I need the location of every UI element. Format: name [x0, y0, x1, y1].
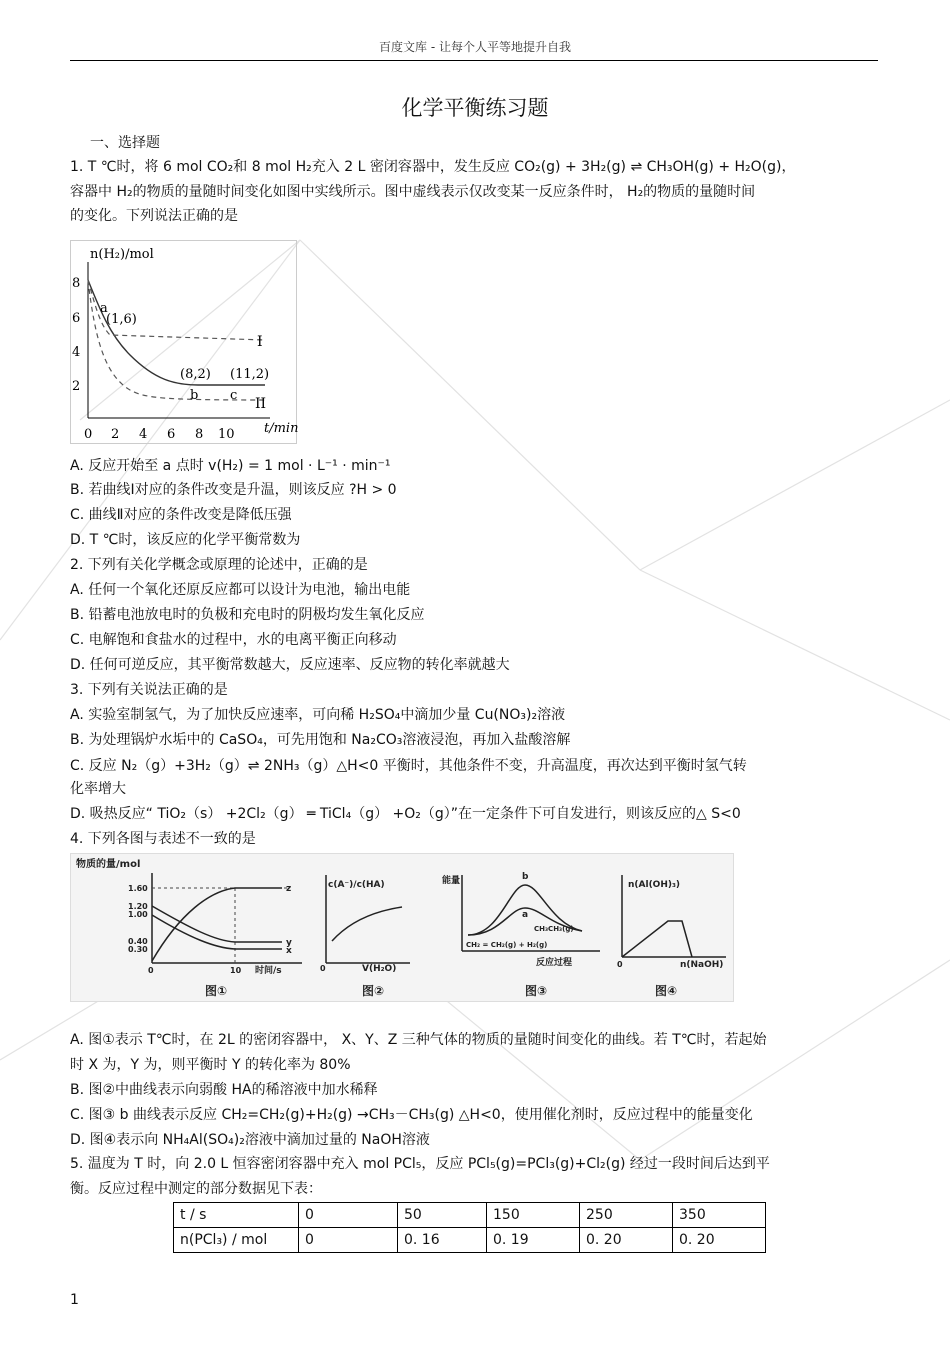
q1-point-label: (11,2)	[230, 367, 270, 382]
q1-dashed-curve-I	[88, 280, 265, 340]
q1-point-label: (8,2)	[180, 367, 211, 382]
fig3-curve-label: b	[522, 872, 529, 882]
q2-stem: 2. 下列有关化学概念或原理的论述中，正确的是	[70, 557, 368, 573]
q4-option-b: B. 图②中曲线表示向弱酸 HA的稀溶液中加水稀释	[70, 1082, 378, 1098]
fig4-ylabel: n(Al(OH)₃)	[628, 880, 681, 890]
q4-figures-frame	[71, 854, 734, 1002]
q1-xlabel: t/min	[264, 421, 298, 436]
fig2-caption: 图②	[362, 984, 385, 998]
fig1-series-label: z	[286, 884, 292, 894]
fig2-origin: 0	[320, 964, 326, 973]
q1-stem-line2: 容器中 H₂的物质的量随时间变化如图中实线所示。图中虚线表示仅改变某一反应条件时， H₂的物质的量随时间	[70, 184, 756, 200]
table-cell: 0. 20	[673, 1228, 766, 1253]
q1-xtick: 6	[167, 427, 176, 442]
q1-xtick: 0	[84, 427, 93, 442]
q1-curve-label: I	[257, 334, 263, 350]
q1-point-label: b	[190, 388, 199, 403]
q3-option-c-line2: 化率增大	[70, 781, 126, 797]
q3-option-a: A. 实验室制氢气，为了加快反应速率，可向稀 H₂SO₄中滴加少量 Cu(NO₃)₂溶液	[70, 707, 566, 723]
fig3-ylabel: 能量	[442, 876, 461, 886]
fig1-series-label: x	[286, 946, 292, 956]
fig4-xlabel: n(NaOH)	[680, 960, 724, 970]
fig1-ytick: 1.20	[128, 902, 148, 911]
fig1-ytick: 0.40	[128, 937, 148, 946]
q1-stem-line3: 的变化。下列说法正确的是	[70, 208, 238, 224]
table-cell: n(PCl₃) / mol	[174, 1228, 299, 1253]
fig1-caption: 图①	[205, 984, 228, 998]
q4-option-a-line2: 时 X 为，Y 为，则平衡时 Y 的转化率为 80%	[70, 1057, 351, 1073]
q3-stem: 3. 下列有关说法正确的是	[70, 682, 228, 698]
q1-point-label: (1,6)	[106, 312, 137, 327]
q1-stem-line1: 1. T ℃时，将 6 mol CO₂和 8 mol H₂充入 2 L 密闭容器中，发生反应 CO₂(g) + 3H₂(g) ⇌ CH₃OH(g) + H₂O(g)，	[70, 159, 796, 175]
q1-ytick: 8	[72, 276, 81, 291]
table-cell: 0	[299, 1203, 398, 1228]
fig1-ylabel: 物质的量/mol	[76, 859, 141, 870]
q3-option-d: D. 吸热反应“ TiO₂（s） +2Cl₂（g） ═ TiCl₄（g） +O₂（g）”在一定条件下可自发进行，则该反应的△ S<0	[70, 806, 741, 822]
q3-option-b: B. 为处理锅炉水垢中的 CaSO₄，可先用饱和 Na₂CO₃溶液浸泡，再加入盐酸溶解	[70, 732, 571, 748]
section-heading: 一、选择题	[90, 135, 160, 151]
q1-xtick: 10	[218, 427, 235, 442]
q1-xtick: 2	[111, 427, 120, 442]
q4-stem: 4. 下列各图与表述不一致的是	[70, 831, 256, 847]
q4-option-a-line1: A. 图①表示 T℃时，在 2L 的密闭容器中， X、Y、Z 三种气体的物质的量随时间变化的曲线。若 T℃时，若起始	[70, 1032, 767, 1048]
q1-figure	[70, 240, 298, 445]
q1-point-label: c	[230, 388, 238, 403]
q4-figures	[70, 853, 735, 1003]
q2-option-b: B. 铅蓄电池放电时的负极和充电时的阴极均发生氧化反应	[70, 607, 425, 623]
table-cell: 50	[398, 1203, 487, 1228]
q1-option-b: B. 若曲线Ⅰ对应的条件改变是升温，则该反应 ?H > 0	[70, 482, 397, 498]
q3-option-c-line1: C. 反应 N₂（g）+3H₂（g）⇌ 2NH₃（g）△H<0 平衡时，其他条件不变，升高温度，再次达到平衡时氢气转	[70, 758, 747, 774]
page-header: 百度文库 - 让每个人平等地提升自我	[379, 40, 571, 54]
fig3-curve-label: a	[522, 910, 529, 920]
fig1-ytick: 1.60	[128, 884, 148, 893]
q1-ytick: 2	[72, 379, 81, 394]
fig3-xlabel: 反应过程	[536, 958, 573, 968]
q2-option-d: D. 任何可逆反应，其平衡常数越大，反应速率、反应物的转化率就越大	[70, 657, 510, 673]
fig3-reactant-label: CH₂ = CH₂(g) + H₂(g)	[466, 941, 548, 949]
fig2-xlabel: V(H₂O)	[362, 964, 397, 974]
q1-xtick: 4	[139, 427, 148, 442]
q1-figure-frame	[71, 241, 297, 444]
fig1-xlabel: 时间/s	[255, 966, 282, 976]
q2-option-a: A. 任何一个氧化还原反应都可以设计为电池，输出电能	[70, 582, 411, 598]
q1-ytick: 6	[72, 311, 81, 326]
table-cell: t / s	[174, 1203, 299, 1228]
q1-option-c: C. 曲线Ⅱ对应的条件改变是降低压强	[70, 507, 292, 523]
table-row	[174, 1228, 766, 1253]
document-title: 化学平衡练习题	[401, 96, 549, 120]
table-cell: 0. 16	[398, 1228, 487, 1253]
header-divider	[70, 60, 878, 61]
q1-point-label: a	[100, 301, 108, 316]
page-number: 1	[70, 1292, 79, 1308]
table-row	[174, 1203, 766, 1228]
table-cell: 150	[487, 1203, 580, 1228]
fig3-product-label: CH₃CH₃(g)	[534, 925, 574, 933]
q1-xtick: 8	[195, 427, 204, 442]
fig1-ytick: 0.30	[128, 945, 148, 954]
q5-stem-line2: 衡。反应过程中测定的部分数据见下表：	[70, 1181, 322, 1197]
q5-stem-line1: 5. 温度为 T 时，向 2.0 L 恒容密闭容器中充入 mol PCl₅，反应 PCl₅(g)=PCl₃(g)+Cl₂(g) 经过一段时间后达到平	[70, 1156, 770, 1172]
q5-data-table	[173, 1202, 766, 1253]
table-cell: 250	[580, 1203, 673, 1228]
fig4-origin: 0	[617, 960, 623, 969]
q2-option-c: C. 电解饱和食盐水的过程中，水的电离平衡正向移动	[70, 632, 397, 648]
q1-ytick: 4	[72, 345, 81, 360]
table-cell: 350	[673, 1203, 766, 1228]
fig1-xtick: 0	[148, 966, 154, 975]
q4-option-d: D. 图④表示向 NH₄Al(SO₄)₂溶液中滴加过量的 NaOH溶液	[70, 1132, 430, 1148]
fig1-xtick: 10	[230, 966, 242, 975]
table-cell: 0. 19	[487, 1228, 580, 1253]
fig2-ylabel: c(A⁻)/c(HA)	[328, 880, 385, 890]
table-cell: 0	[299, 1228, 398, 1253]
fig3-caption: 图③	[525, 984, 548, 998]
fig4-caption: 图④	[655, 984, 678, 998]
q1-ylabel: n(H₂)/mol	[90, 247, 154, 262]
fig1-ytick: 1.00	[128, 910, 148, 919]
table-cell: 0. 20	[580, 1228, 673, 1253]
q1-option-d: D. T ℃时，该反应的化学平衡常数为	[70, 532, 301, 548]
q1-dashed-curve-II	[88, 280, 265, 400]
q4-option-c: C. 图③ b 曲线表示反应 CH₂=CH₂(g)+H₂(g) →CH₃－CH₃(g) △H<0，使用催化剂时，反应过程中的能量变化	[70, 1107, 753, 1123]
q1-option-a: A. 反应开始至 a 点时 v(H₂) = 1 mol · L⁻¹ · min⁻¹	[70, 458, 391, 474]
fig1-series-label: y	[286, 938, 292, 948]
q1-curve-label: II	[255, 396, 267, 412]
